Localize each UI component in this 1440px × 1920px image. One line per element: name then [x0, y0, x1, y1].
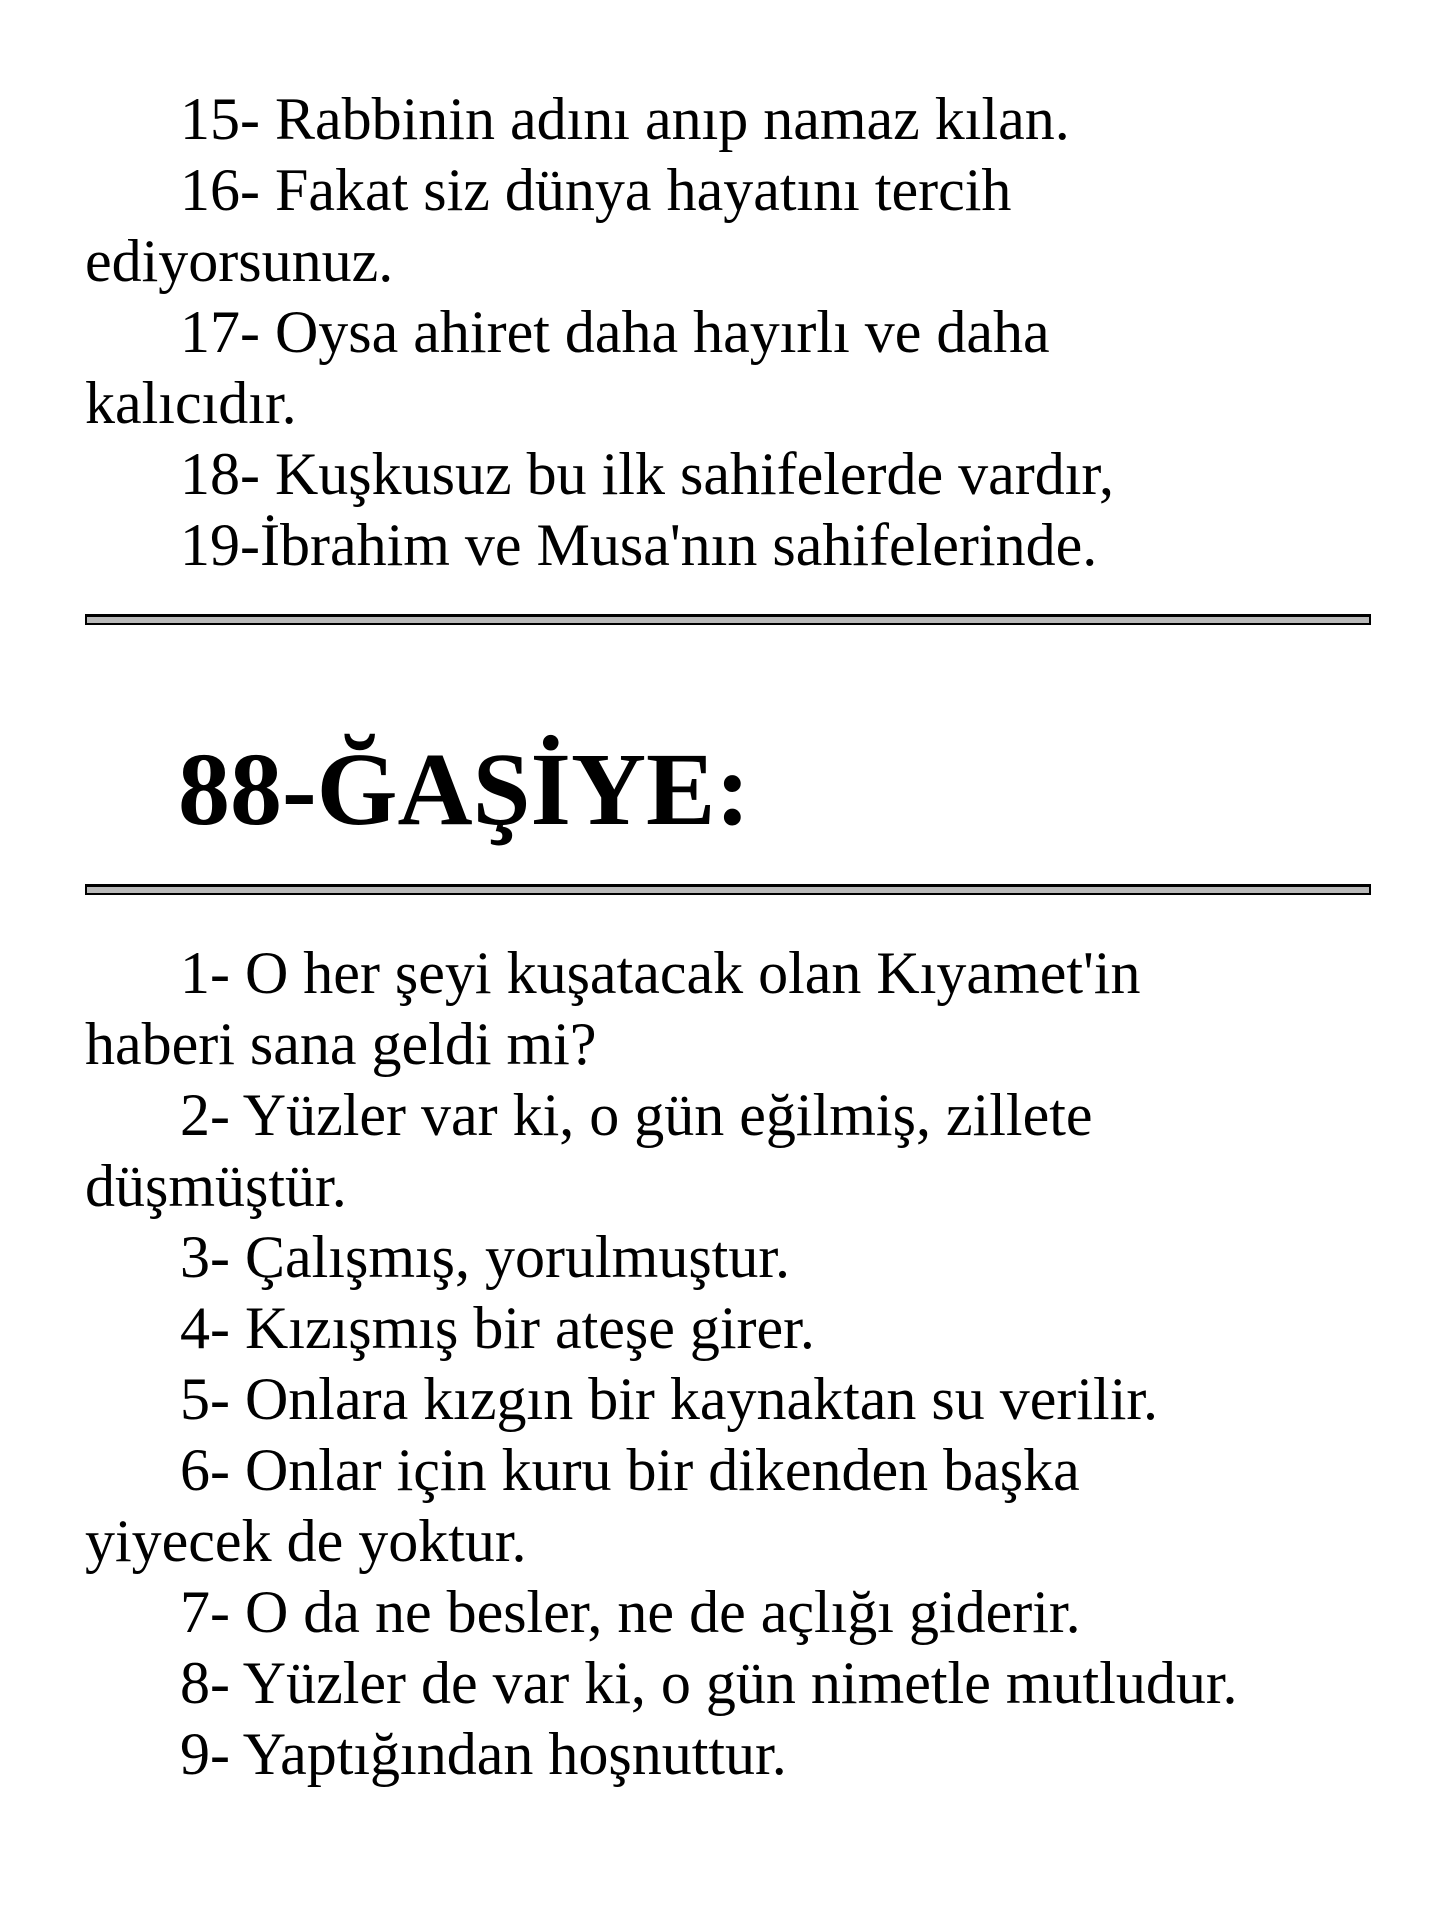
verse-7: 7- O da ne besler, ne de açlığı giderir.: [180, 1579, 1081, 1645]
verse-8: 8- Yüzler de var ki, o gün nimetle mutludur.: [180, 1650, 1238, 1716]
verse-1: 1- O her şeyi kuşatacak olan Kıyamet'in haberi sana geldi mi?: [85, 940, 1141, 1077]
verse-19: 19-İbrahim ve Musa'nın sahifelerinde.: [180, 512, 1098, 578]
verse-3: 3- Çalışmış, yorulmuştur.: [180, 1224, 791, 1290]
verse-17: 17- Oysa ahiret daha hayırlı ve daha kalıcıdır.: [85, 299, 1050, 436]
section-divider-top: [85, 614, 1371, 625]
previous-chapter-ending: [85, 84, 1385, 581]
verse-15: 15- Rabbinin adını anıp namaz kılan.: [180, 86, 1070, 152]
chapter-title: 88-ĞAŞİYE:: [178, 732, 751, 847]
verse-18: 18- Kuşkusuz bu ilk sahifelerde vardır,: [180, 441, 1115, 507]
verse-9: 9- Yaptığından hoşnuttur.: [180, 1721, 787, 1787]
verse-16: 16- Fakat siz dünya hayatını tercih ediyorsunuz.: [85, 157, 1012, 294]
chapter-verses: [85, 938, 1385, 1790]
verse-2: 2- Yüzler var ki, o gün eğilmiş, zillete düşmüştür.: [85, 1082, 1093, 1219]
verse-4: 4- Kızışmış bir ateşe girer.: [180, 1295, 815, 1361]
verse-6: 6- Onlar için kuru bir dikenden başka yiyecek de yoktur.: [85, 1437, 1080, 1574]
verse-5: 5- Onlara kızgın bir kaynaktan su verilir.: [180, 1366, 1159, 1432]
section-divider-bottom: [85, 884, 1371, 895]
